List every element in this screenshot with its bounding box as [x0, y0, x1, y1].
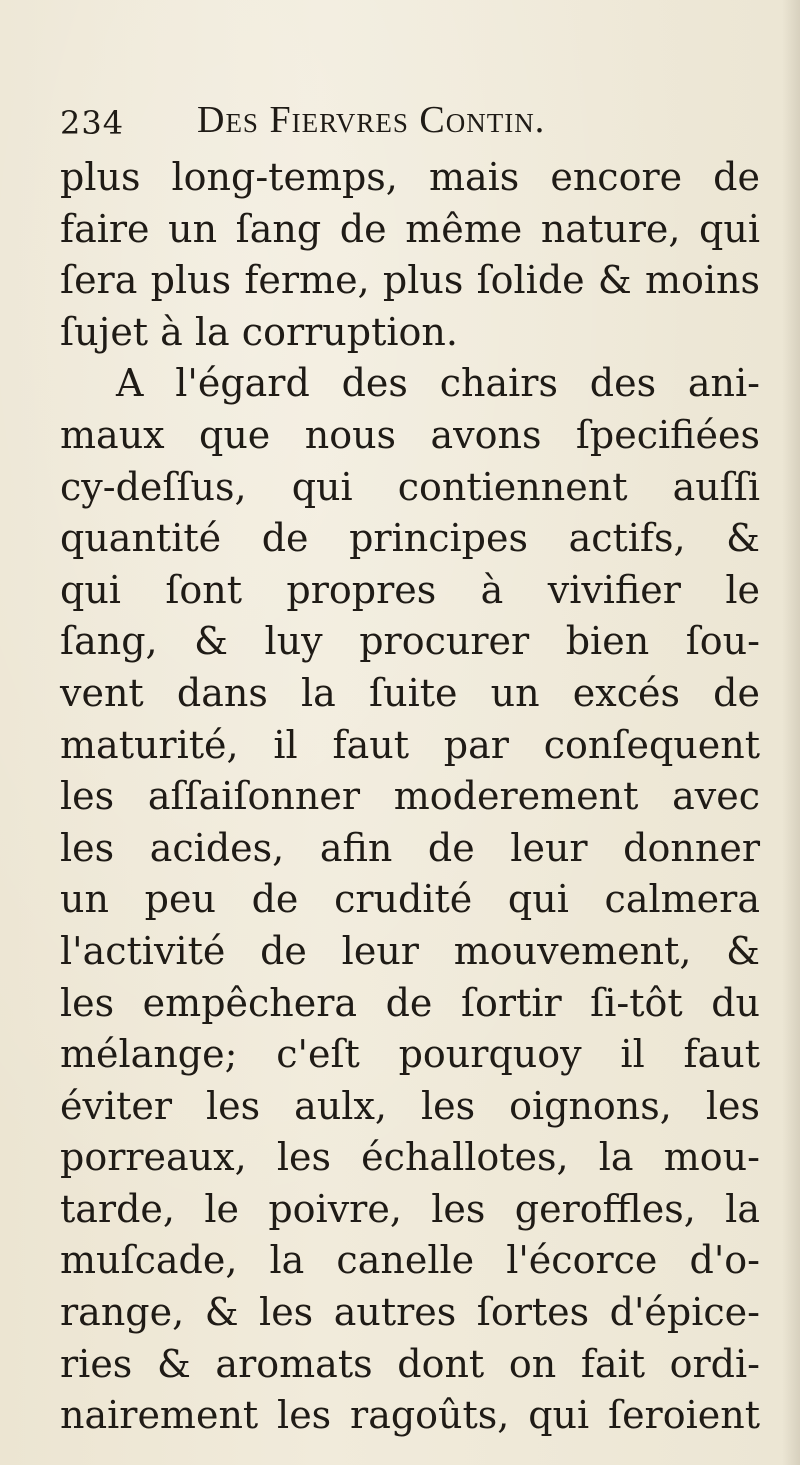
text-line: tarde, le poivre, les geroffles, la	[60, 1186, 760, 1231]
text-line: mélange; c'eſt pourquoy il faut	[60, 1032, 760, 1077]
text-line: qui ſont propres à vivifier le	[60, 567, 760, 612]
text-line: les empêchera de ſortir ſi-tôt du	[60, 980, 760, 1025]
text-line: nairement les ragoûts, qui ſeroient	[60, 1393, 760, 1438]
text-line: ſera plus ferme, plus ſolide & moins	[60, 258, 760, 303]
text-line: porreaux, les échallotes, la mou-	[60, 1135, 760, 1180]
text-line: éviter les aulx, les oignons, les	[60, 1083, 760, 1128]
body-text	[60, 152, 760, 1442]
text-line: faire un ſang de même nature, qui	[60, 206, 760, 251]
text-line: un peu de crudité qui calmera	[60, 877, 760, 922]
text-line: A l'égard des chairs des ani-	[116, 361, 760, 406]
text-line: ſujet à la corruption.	[60, 309, 458, 354]
text-line: ſang, & luy procurer bien ſou-	[60, 619, 760, 664]
text-line: vent dans la ſuite un excés de	[60, 670, 760, 715]
page-edge-shadow	[782, 0, 800, 1465]
text-line: quantité de principes actifs, &	[60, 516, 760, 561]
page-header	[60, 98, 700, 148]
text-line: ries & aromats dont on fait ordi-	[60, 1341, 760, 1386]
text-line: les aſſaiſonner moderement avec	[60, 774, 760, 819]
text-line: les acides, afin de leur donner	[60, 825, 760, 870]
text-line: maux que nous avons ſpecifiées	[60, 412, 760, 457]
page-number: 234	[60, 104, 125, 142]
text-line: l'activité de leur mouvement, &	[60, 928, 760, 973]
text-line: plus long-temps, mais encore de	[60, 155, 760, 199]
running-title: Des Fiervres Contin.	[197, 99, 546, 141]
text-line: maturité, il faut par conſequent	[60, 722, 760, 767]
text-line: cy-deſſus, qui contiennent auſſi	[60, 464, 760, 509]
text-line: range, & les autres ſortes d'épice-	[60, 1290, 760, 1335]
text-line: muſcade, la canelle l'écorce d'o-	[60, 1238, 760, 1283]
